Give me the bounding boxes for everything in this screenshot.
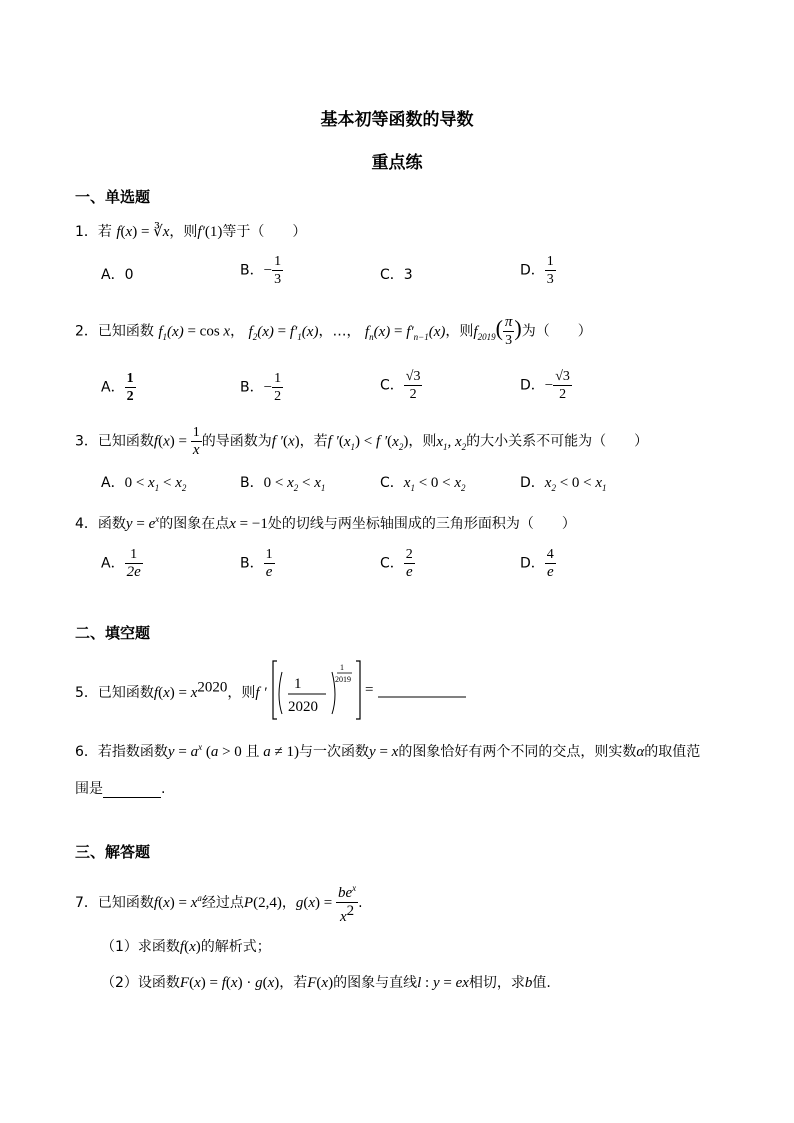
svg-text:2020: 2020	[288, 699, 318, 715]
q1-option-c[interactable]: C．3	[380, 267, 413, 283]
q3-option-d[interactable]: D．$x_2 < 0 < x_1$	[520, 475, 607, 493]
question-7: 7．已知函数$f(x) = x^a$经过点P(2,4)，g(x) = $\frac{be^x}{x^2}$ .	[75, 880, 363, 926]
page-subtitle: 重点练	[371, 153, 423, 173]
section-heading-2: 二、填空题	[75, 624, 151, 642]
question-6-line-1: 6．若指数函数$y = a^x$ (a > 0 且 a ≠ 1)与一次函数y = x的图象恰好有两个不同的交点，则实数α的取值范	[75, 742, 701, 760]
q2-option-d[interactable]: D．− $\frac{√3}{2}$	[520, 369, 570, 402]
q4-option-b[interactable]: B． $\frac{1}{e}$	[240, 547, 273, 580]
svg-text:2019: 2019	[335, 675, 351, 684]
q1-tail: 等于（ ）	[222, 224, 307, 240]
q4-option-c[interactable]: C． $\frac{2}{e}$	[380, 547, 413, 580]
q2-option-b[interactable]: B．− $\frac{1}{2}$	[240, 371, 282, 404]
q1-number: 1．若	[75, 224, 112, 240]
q1-derivative: f′	[197, 224, 205, 240]
question-3: 3．已知函数f(x) = $\frac{1}{x}$ 的导函数为f ′(x)，若f $'(x_1) < f$ $'(x_2)$，则$x_1$, $x_2$的大小关系不可能为（ ）	[75, 425, 649, 458]
q6-answer-blank[interactable]	[103, 781, 161, 798]
question-5: 5．已知函数$f(x) = x^{2020}$，则f ′	[75, 679, 267, 701]
q1-mid: ，则	[169, 224, 198, 240]
q3-option-b[interactable]: B．$0 < x_2 < x_1$	[240, 475, 326, 493]
question-7-part-1: （1）求函数f(x)的解析式；	[101, 939, 271, 955]
svg-text:=: =	[365, 682, 374, 698]
q5-bracket-expression	[272, 658, 472, 722]
question-6-line-2: 围是 .	[75, 781, 166, 797]
question-2: 2．已知函数 $f_1(x) = \cos x$， $f_2(x) = f'_1(x)$，…， $f_n(x) = f'_{n-1}(x)$，则$f_{2019}$( $\frac{\pi}{3}$ )为（ ）	[75, 314, 592, 348]
question-4: 4．函数$y = e^x$的图象在点x = −1处的切线与两坐标轴围成的三角形面积为（ ）	[75, 514, 576, 532]
q3-option-c[interactable]: C．$x_1 < 0 < x_2$	[380, 475, 466, 493]
question-1: 1．若 f(x) = ∛x，则f′(1)等于（ ）	[75, 224, 307, 240]
q1-function: f(x) = ∛x	[116, 224, 170, 240]
page-title: 基本初等函数的导数	[320, 110, 474, 130]
svg-text:1: 1	[294, 676, 302, 692]
q1-option-a[interactable]: A．0	[101, 267, 134, 283]
q1-option-d[interactable]: D． $\frac{1}{3}$	[520, 254, 554, 287]
q4-option-a[interactable]: A． $\frac{1}{2e}$	[101, 547, 141, 580]
section-heading-3: 三、解答题	[75, 843, 151, 861]
q1-option-b[interactable]: B．− $\frac{1}{3}$	[240, 254, 282, 287]
q3-option-a[interactable]: A．$0 < x_1 < x_2$	[101, 475, 187, 493]
section-heading-1: 一、单选题	[75, 188, 151, 206]
q2-option-c[interactable]: C． $\frac{√3}{2}$	[380, 369, 421, 402]
question-7-part-2: （2）设函数F(x) = f(x) · g(x)，若F(x)的图象与直线l : y = ex相切，求b值.	[101, 975, 551, 991]
svg-text:1: 1	[340, 663, 344, 672]
q2-option-a[interactable]: A． $\frac{1}{2}$	[101, 371, 134, 404]
q4-option-d[interactable]: D． $\frac{4}{e}$	[520, 547, 554, 580]
